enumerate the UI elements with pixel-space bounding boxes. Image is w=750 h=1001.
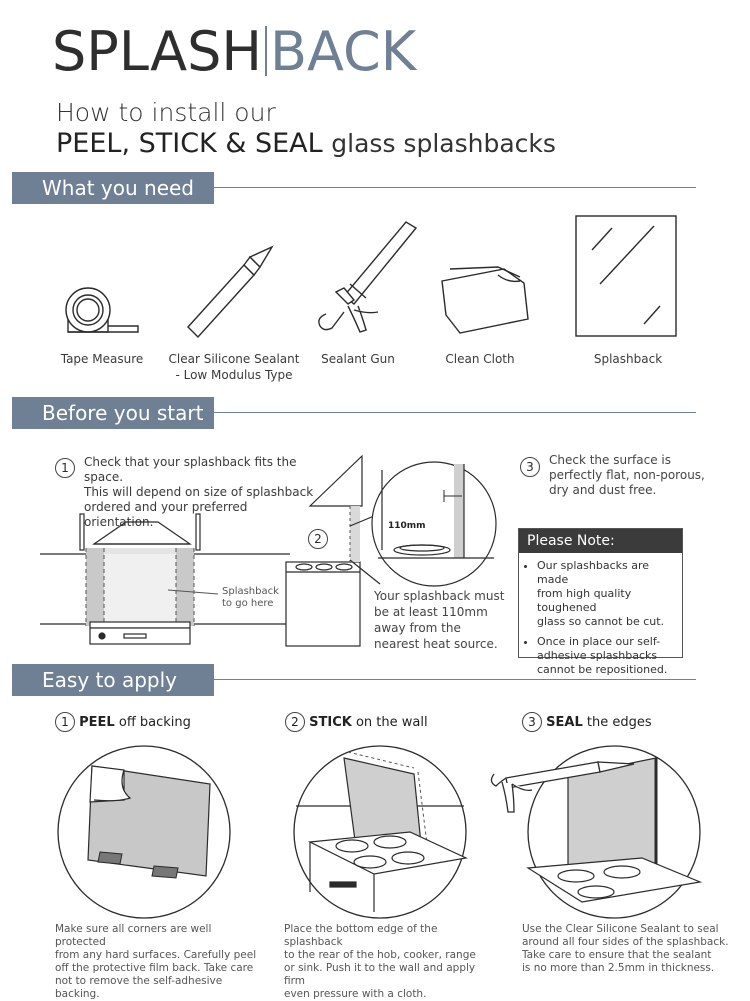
step-number: 2 [285, 712, 305, 732]
peel-illustration [54, 742, 234, 922]
tool-label-text: Sealant Gun [321, 352, 395, 366]
note-item [537, 559, 682, 629]
apply-step-1-description [55, 923, 265, 1001]
text-line: nearest heat source. [374, 637, 498, 651]
step-rest: off backing [118, 715, 191, 730]
step-verb: SEAL [546, 715, 583, 730]
sealant-gun-applying-icon [488, 756, 638, 816]
text-line: Check that your splashback fits the space. [84, 455, 297, 484]
subtitle-light: glass splashbacks [331, 129, 556, 158]
section-easy-to-apply: Easy to apply [12, 664, 214, 696]
apply-step-3-title [522, 712, 652, 732]
measure-label-110mm: 110mm [388, 521, 426, 531]
please-note-title: Please Note: [519, 529, 682, 553]
apply-step-2-title [285, 712, 428, 732]
page-subtitle-line2 [56, 128, 556, 159]
text-line: is no more than 2.5mm in thickness. [522, 962, 715, 974]
text-line: • Once in place our self- [537, 635, 661, 648]
tool-label-gun [310, 351, 406, 367]
text-line: be at least 110mm [374, 605, 488, 619]
text-line: around all four sides of the splashback. [522, 936, 729, 948]
section-what-you-need: What you need [12, 172, 214, 204]
text-line: cannot be repositioned. [537, 663, 668, 676]
step-verb: PEEL [79, 715, 115, 730]
before-step-3-text [549, 453, 705, 498]
text-line: dry and dust free. [549, 483, 657, 497]
tape-measure-icon [62, 282, 142, 342]
splashback-area-diagram [40, 510, 300, 650]
page-subtitle-line1: How to install our [56, 98, 276, 127]
tool-label-text: Clear Silicone Sealant [168, 352, 300, 366]
apply-step-3-description [522, 923, 734, 975]
logo-text-splash: SPLASH [52, 20, 262, 83]
cloth-icon [438, 265, 533, 340]
tool-label-cloth [432, 351, 528, 367]
sealant-gun-icon [308, 222, 418, 342]
section-rule [214, 187, 696, 188]
brand-logo [52, 22, 416, 82]
tool-label-tape [52, 351, 152, 367]
text-line: from any hard surfaces. Carefully peel [55, 949, 257, 961]
please-note-box [518, 528, 683, 676]
step-number: 1 [55, 458, 75, 478]
text-line: Make sure all corners are well protected [55, 923, 212, 948]
text-line: Take care to ensure that the sealant [522, 949, 712, 961]
logo-text-back: BACK [270, 20, 417, 83]
text-line: Check the surface is [549, 453, 671, 467]
tool-label-text: Tape Measure [60, 352, 144, 366]
step-number: 3 [520, 457, 540, 477]
step-rest: on the wall [355, 715, 428, 730]
before-step-2-number [308, 528, 328, 549]
tool-label-text-sub: - Low Modulus Type [175, 368, 293, 382]
before-step-2-text [374, 588, 504, 652]
text-line: to the rear of the hob, cooker, range [284, 949, 476, 961]
text-line: off the protective film back. Take care [55, 962, 254, 974]
splashback-icon [574, 214, 678, 338]
note-item [537, 635, 682, 677]
step-verb: STICK [309, 715, 352, 730]
tool-label-splashback [580, 351, 676, 367]
text-line: ordered and your preferred orientation. [84, 500, 248, 529]
text-line: • Our splashbacks are made [537, 559, 650, 586]
text-line: to go here [222, 598, 274, 609]
step-number: 1 [55, 712, 75, 732]
text-line: Your splashback must [374, 589, 505, 603]
tool-label-text: Splashback [593, 352, 663, 366]
step-number: 2 [308, 529, 328, 549]
silicone-sealant-icon [186, 245, 276, 345]
diagram-label [222, 586, 279, 610]
text-line: Splashback [222, 586, 279, 597]
section-before-you-start: Before you start [12, 397, 214, 429]
text-line: or sink. Push it to the wall and apply firm [284, 962, 476, 987]
text-line: This will depend on size of splashback [84, 485, 314, 499]
text-line: Place the bottom edge of the splashback [284, 923, 438, 948]
text-line: perfectly flat, non-porous, [549, 468, 705, 482]
logo-divider [265, 26, 267, 76]
text-line: Use the Clear Silicone Sealant to seal [522, 923, 719, 935]
step-rest: the edges [586, 715, 652, 730]
apply-step-1-title [55, 712, 191, 732]
section-rule [214, 679, 696, 680]
step-number: 3 [522, 712, 542, 732]
tool-label-text: Clean Cloth [445, 352, 515, 366]
tool-label-sealant [166, 351, 302, 383]
before-step-3-number [520, 456, 540, 477]
text-line: glass so cannot be cut. [537, 615, 665, 628]
before-step-1-number [55, 457, 75, 478]
section-rule [214, 412, 696, 413]
text-line: not to remove the self-adhesive backing. [55, 975, 223, 1000]
text-line: away from the [374, 621, 461, 635]
apply-step-2-description [284, 923, 499, 1001]
note-list [519, 559, 682, 677]
subtitle-bold: PEEL, STICK & SEAL [56, 128, 323, 159]
text-line: from high quality toughened [537, 587, 632, 614]
stick-illustration [290, 742, 470, 922]
text-line: adhesive splashbacks [537, 649, 658, 662]
text-line: even pressure with a cloth. [284, 988, 427, 1000]
